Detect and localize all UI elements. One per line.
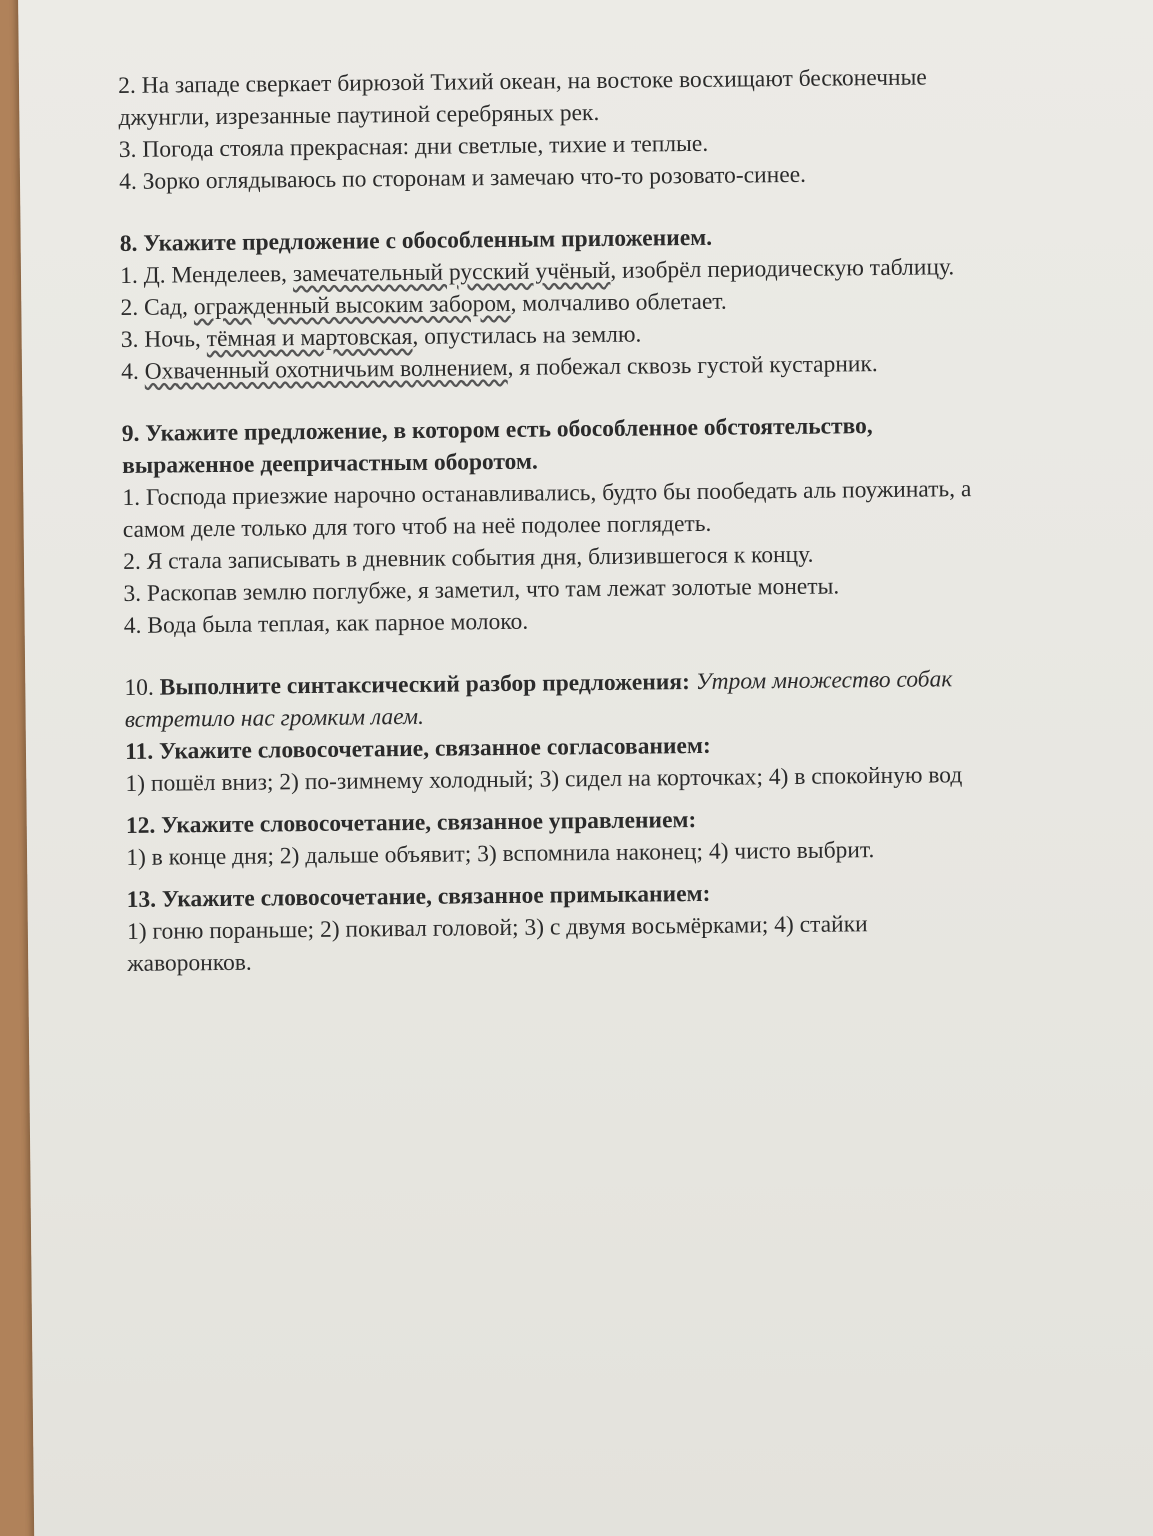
question-11 <box>125 725 1153 800</box>
text-line: 2. На западе сверкает бирюзой Тихий океан, на востоке восхищают бесконечные <box>118 64 927 99</box>
underlined-phrase: огражденный высоким забором <box>193 290 511 321</box>
question-title: 12. Укажите словосочетание, связанное управлением: <box>125 806 697 839</box>
option-text: 1. Д. Менделеев, <box>120 261 293 289</box>
answer-options: 1) в конце дня; 2) дальше объявит; 3) вспомнила наконец; 4) чисто выбрит. <box>126 837 875 871</box>
question-title: 13. Укажите словосочетание, связанное примыканием: <box>126 880 711 913</box>
top-block <box>118 59 1153 198</box>
question-title: 11. Укажите словосочетание, связанное согласованием: <box>125 732 711 765</box>
question-10 <box>124 661 1153 736</box>
answer-options: 1) пошёл вниз; 2) по-зимнему холодный; 3) сидел на корточках; 4) в спокойную вод <box>125 762 963 797</box>
option-text: , опустилась на землю. <box>412 321 642 350</box>
option-text: , изобрёл периодическую таблицу. <box>610 254 955 284</box>
italic-sentence: встретило нас громким лаем. <box>124 703 425 733</box>
question-text: Выполните синтаксический разбор предложения: <box>159 668 696 701</box>
text-line: джунгли, изрезанные паутиной серебряных рек. <box>118 99 600 131</box>
question-8 <box>120 217 1153 388</box>
underlined-phrase: замечательный русский учёный <box>292 257 611 288</box>
question-title: 8. Укажите предложение с обособленным приложением. <box>119 224 713 257</box>
document-content <box>118 59 1153 980</box>
question-12 <box>126 799 1153 874</box>
option-text: 3. Ночь, <box>120 326 207 353</box>
question-number: 10. <box>124 674 160 701</box>
text-line: 4. Зорко оглядываюсь по сторонам и замечаю что-то розовато-синее. <box>119 161 807 195</box>
question-title: 9. Укажите предложение, в котором есть обособленное обстоятельство, <box>121 413 873 447</box>
answer-option: 1. Господа приезжие нарочно останавливались, будто бы пообедать аль поужинать, а <box>122 476 972 511</box>
question-9 <box>122 407 1153 642</box>
answer-option: 4. Вода была теплая, как парное молоко. <box>123 608 529 639</box>
option-text: 4. <box>121 358 145 385</box>
answer-option: 3. Раскопав землю поглубже, я заметил, что там лежат золотые монеты. <box>123 573 840 607</box>
question-13 <box>127 873 1153 980</box>
italic-sentence: Утром множество собак <box>695 666 953 695</box>
question-title: выраженное деепричастным оборотом. <box>122 448 538 479</box>
answer-options: жаворонков. <box>127 949 252 977</box>
answer-options: 1) гоню пораньше; 2) покивал головой; 3) с двумя восьмёрками; 4) стайки <box>126 911 868 945</box>
answer-option: самом деле только для того чтоб на неё подолее поглядеть. <box>122 510 712 543</box>
underlined-phrase: тёмная и мартовская <box>206 323 413 353</box>
underlined-phrase: Охваченный охотничьим волнением <box>144 354 508 385</box>
option-text: , молчаливо облетает. <box>510 288 727 317</box>
option-text: , я побежал сквозь густой кустарник. <box>507 351 878 381</box>
text-line: 3. Погода стояла прекрасная: дни светлые, тихие и теплые. <box>118 130 709 163</box>
option-text: 2. Сад, <box>120 294 194 321</box>
answer-option: 2. Я стала записывать в дневник события дня, близившегося к концу. <box>123 541 814 575</box>
